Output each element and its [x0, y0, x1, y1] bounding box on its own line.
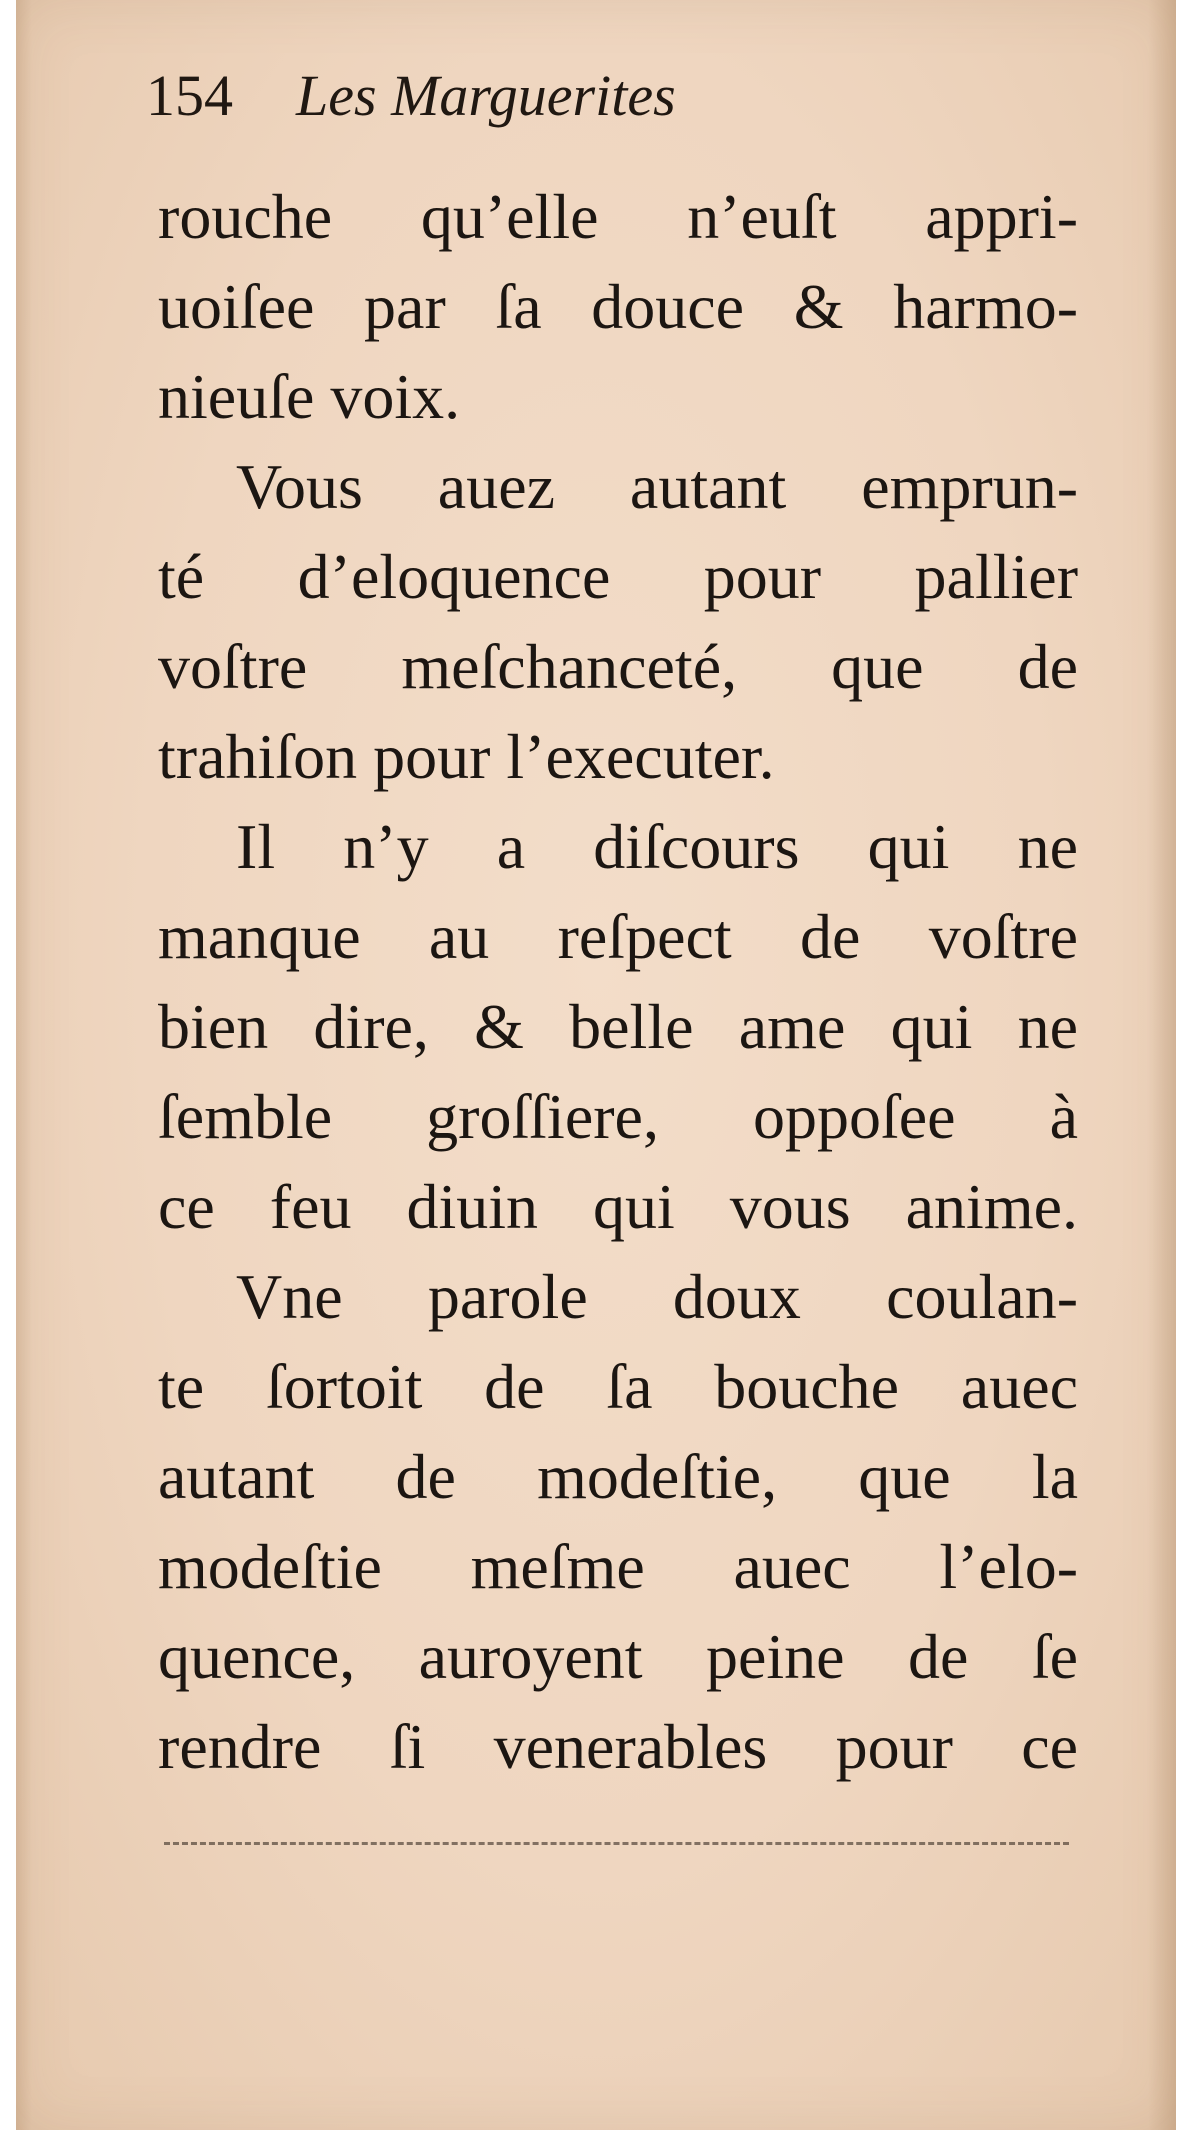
text-line: rouche qu’elle n’euſt appri-	[158, 181, 1078, 252]
text-line: bien dire, & belle ame qui ne	[158, 991, 1078, 1062]
text-line: uoiſee par ſa douce & harmo-	[158, 271, 1078, 342]
page-right-edge	[1148, 0, 1176, 2130]
text-line: nieuſe voix.	[158, 361, 461, 432]
paragraph-first-line: Vne parole doux coulan-	[236, 1261, 1078, 1332]
paragraph-first-line: Il n’y a diſcours qui ne	[236, 811, 1078, 882]
running-title: Les Marguerites	[296, 63, 676, 128]
text-line: ce feu diuin qui vous anime.	[158, 1171, 1078, 1242]
text-line: autant de modeſtie, que la	[158, 1441, 1078, 1512]
text-line: quence, auroyent peine de ſe	[158, 1621, 1078, 1692]
running-head	[146, 62, 676, 129]
paragraph-first-line: Vous auez autant emprun-	[236, 451, 1078, 522]
book-page	[16, 0, 1176, 2130]
text-line: trahiſon pour l’executer.	[158, 721, 775, 792]
text-line: te ſortoit de ſa bouche auec	[158, 1351, 1078, 1422]
page-left-edge	[16, 0, 32, 2130]
body-text	[158, 172, 1078, 1792]
text-line: modeſtie meſme auec l’elo-	[158, 1531, 1078, 1602]
text-line: voſtre meſchanceté, que de	[158, 631, 1078, 702]
text-line: ſemble groſſiere, oppoſee à	[158, 1081, 1078, 1152]
page-number: 154	[146, 63, 233, 128]
text-line: rendre ſi venerables pour ce	[158, 1711, 1078, 1782]
bottom-rule	[164, 1842, 1069, 1845]
text-line: manque au reſpect de voſtre	[158, 901, 1078, 972]
text-line: té d’eloquence pour pallier	[158, 541, 1078, 612]
